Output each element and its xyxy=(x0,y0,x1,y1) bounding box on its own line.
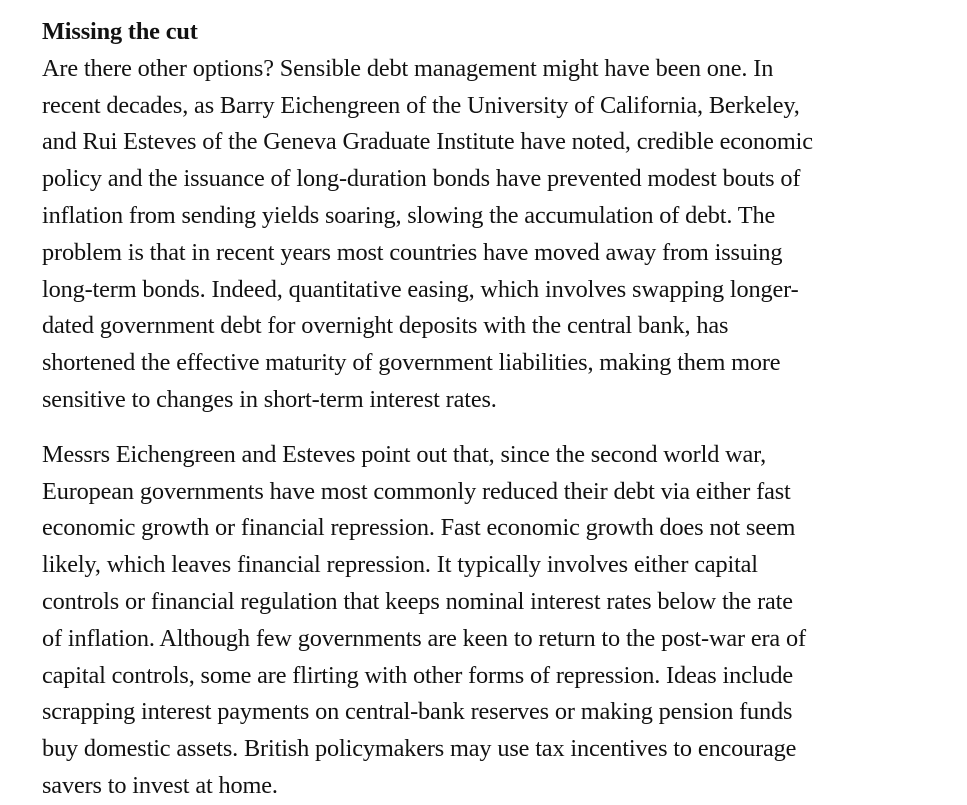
paragraph-line: likely, which leaves financial repression. It typically involves either capital xyxy=(42,551,758,579)
paragraph-line: dated government debt for overnight deposits with the central bank, has xyxy=(42,312,729,340)
section-heading: Missing the cut xyxy=(42,18,198,45)
paragraph-line: economic growth or financial repression. Fast economic growth does not seem xyxy=(42,514,796,542)
paragraph-line: of inflation. Although few governments are keen to return to the post-war era of xyxy=(42,624,806,652)
paragraph-line: capital controls, some are flirting with other forms of repression. Ideas include xyxy=(42,661,793,689)
paragraph-financial-repression xyxy=(42,437,942,805)
paragraph-line: Messrs Eichengreen and Esteves point out that, since the second world war, xyxy=(42,440,767,468)
paragraph-line: European governments have most commonly reduced their debt via either fast xyxy=(42,477,791,505)
paragraph-line: savers to invest at home. xyxy=(42,771,278,799)
paragraph-line: Are there other options? Sensible debt management might have been one. In xyxy=(42,54,774,82)
paragraph-debt-management xyxy=(42,51,942,419)
paragraph-line: shortened the effective maturity of government liabilities, making them more xyxy=(42,349,781,377)
paragraph-line: controls or financial regulation that keeps nominal interest rates below the rate xyxy=(42,587,793,615)
article-body xyxy=(42,14,942,805)
paragraph-line: recent decades, as Barry Eichengreen of the University of California, Berkeley, xyxy=(42,91,800,119)
paragraph-line: buy domestic assets. British policymakers may use tax incentives to encourage xyxy=(42,735,797,763)
paragraph-line: inflation from sending yields soaring, slowing the accumulation of debt. The xyxy=(42,201,776,229)
paragraph-line: long-term bonds. Indeed, quantitative easing, which involves swapping longer- xyxy=(42,275,799,303)
paragraph-line: sensitive to changes in short-term interest rates. xyxy=(42,385,497,413)
paragraph-line: and Rui Esteves of the Geneva Graduate Institute have noted, credible economic xyxy=(42,128,813,156)
paragraph-line: policy and the issuance of long-duration bonds have prevented modest bouts of xyxy=(42,165,801,193)
paragraph-line: scrapping interest payments on central-bank reserves or making pension funds xyxy=(42,698,793,726)
paragraph-line: problem is that in recent years most countries have moved away from issuing xyxy=(42,238,783,266)
